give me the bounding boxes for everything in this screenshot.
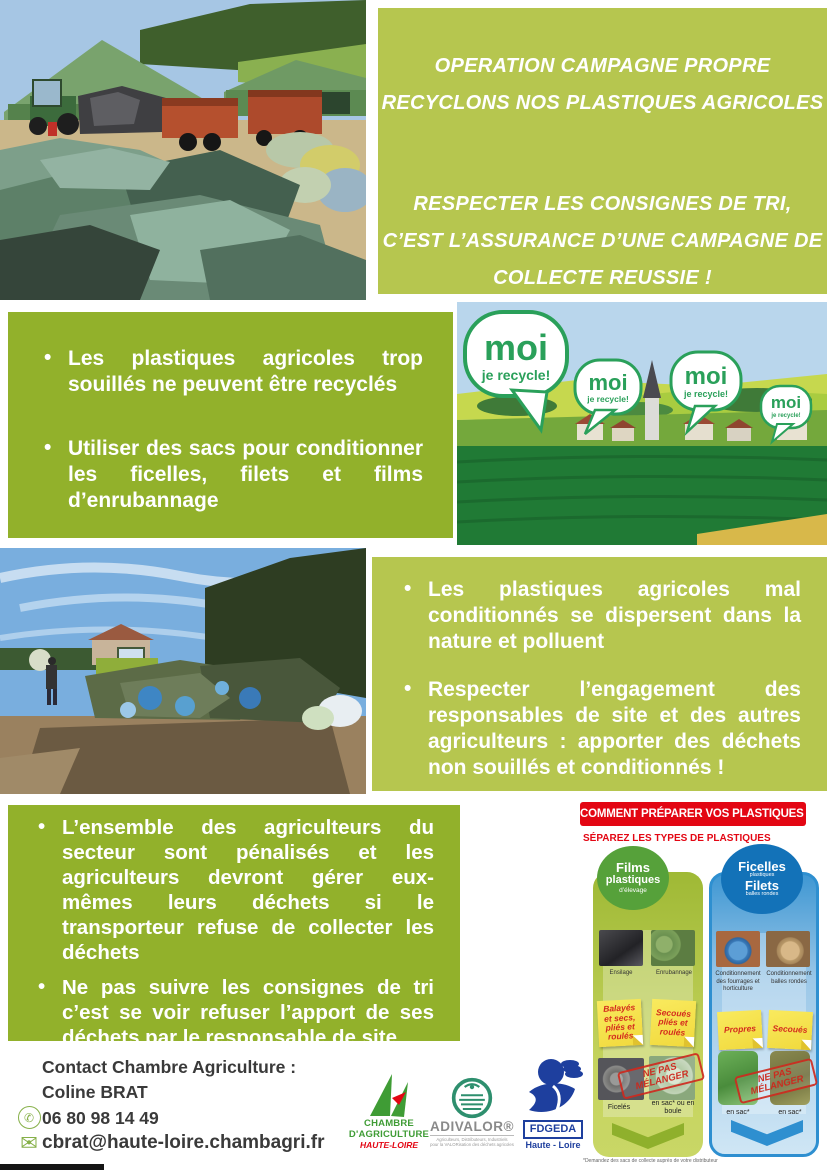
moi-bubble-word: moi (770, 393, 802, 412)
moi-bubble-phrase: je recycle! (587, 394, 629, 404)
bubble-title: Films (616, 860, 650, 876)
adivalor-mark (450, 1076, 494, 1120)
moi-bubble-word: moi (483, 327, 549, 368)
subtitle-line: COLLECTE REUSSIE ! (493, 267, 712, 289)
chambre-agriculture-mark (364, 1072, 414, 1118)
phone-icon: ✆ (18, 1106, 41, 1129)
bullet-item: • L’ensemble des agriculteurs du secteur sont pénalisés et les agriculteurs devront gérer eux-mêmes leurs déchets si le transporteur refuse de collecter les déchets (30, 815, 434, 965)
logo-text: Haute - Loire (525, 1140, 581, 1150)
stamp-ne-pas-melanger: NE PAS MÉLANGER (734, 1058, 818, 1104)
moi-bubble-phrase: je recycle! (771, 413, 801, 419)
item-label: Ficelés (607, 1104, 631, 1111)
logo-fdgeda (518, 1056, 588, 1151)
photo-farm-waste-piles (0, 548, 366, 794)
bubble-subtitle: plastiques (749, 872, 775, 879)
contact-block (16, 1056, 361, 1157)
photo-conditionnement-balles (766, 931, 810, 967)
logo-tagline: Agriculteurs, Distributeurs, Industriels (436, 1137, 508, 1142)
title-box (378, 8, 827, 294)
photo-conditionnement-fourrages (716, 931, 760, 967)
sticky-note: Balayés et secs, pliés et roulés (597, 999, 643, 1047)
item-label: en sac* (778, 1109, 802, 1116)
infographic-footnote: *Demandez des sacs de collecte auprès de votre distributeur (583, 1158, 718, 1164)
moi-bubble-phrase: je recycle! (683, 389, 729, 399)
bullet-item: • Utiliser des sacs pour conditionner les ficelles, filets et films d’enrubannage (36, 436, 423, 514)
logo-text: ADIVALOR® (430, 1119, 514, 1134)
bullet-item: • Ne pas suivre les consignes de tri c’est se voir refuser l’apport de ses déchets par le responsable de site (30, 975, 434, 1050)
moi-bubble-word: moi (684, 363, 728, 390)
infographic-column-films (593, 872, 703, 1157)
sticky-note: Propres (717, 1010, 763, 1050)
bubble-ficelles-filets (721, 844, 803, 914)
logo-text: D'AGRICULTURE (348, 1129, 430, 1140)
bubble-films-plastiques (597, 846, 669, 910)
subtitle-line: RESPECTER LES CONSIGNES DE TRI, (413, 193, 792, 215)
photo-countryside-moi-je-recycle (457, 302, 827, 545)
photo-label: Conditionnement balles rondes (766, 971, 812, 985)
bottom-bar (0, 1164, 104, 1170)
infographic-header: COMMENT PRÉPARER VOS PLASTIQUES ? (580, 802, 806, 826)
title-line: OPERATION CAMPAGNE PROPRE (434, 55, 771, 77)
bullet-item: • Respecter l’engagement des responsables de site et des autres agriculteurs : apporter des déchets non souillés et conditionnés ! (396, 677, 801, 781)
down-arrow (612, 1123, 684, 1149)
infographic-preparer-plastiques (575, 800, 827, 1168)
logo-text: FDGEDA (523, 1120, 583, 1139)
bubble-title: plastiques (605, 873, 661, 886)
infographic-subheader: SÉPAREZ LES TYPES DE PLASTIQUES (583, 833, 771, 844)
logo-tagline: pour la VALORisation des déchets agricoles (430, 1142, 514, 1147)
down-arrow (731, 1120, 803, 1146)
subtitle-line: C’EST L’ASSURANCE D’UNE CAMPAGNE DE (382, 230, 823, 252)
moi-bubble-phrase: je recycle! (481, 367, 551, 383)
photo-label: Ensilage (609, 970, 633, 976)
item-label: en sac* (726, 1109, 750, 1116)
item-label: en sac* ou en boule (651, 1100, 695, 1116)
bullet-box-dispersal (372, 557, 827, 791)
infographic-column-ficelles-filets (709, 872, 819, 1157)
contact-phone: 06 80 98 14 49 (42, 1107, 159, 1128)
logo-chambre-agriculture (348, 1072, 430, 1151)
photo-label: Enrubannage (655, 970, 693, 976)
photo-ensilage (599, 930, 643, 966)
logo-adivalor (430, 1076, 514, 1147)
contact-email: cbrat@haute-loire.chambagri.fr (42, 1132, 325, 1153)
bullet-box-soiled-plastics (8, 312, 453, 538)
bubble-title: Filets (745, 878, 779, 893)
logo-text: HAUTE-LOIRE (359, 1140, 419, 1150)
bubble-subtitle: balles rondes (745, 891, 779, 898)
email-icon: ✉ (20, 1131, 38, 1155)
moi-bubble-word: moi (588, 370, 628, 395)
photo-farm-collection-site (0, 0, 366, 300)
bullet-box-penalties (8, 805, 460, 1049)
logo-text: CHAMBRE (364, 1118, 414, 1129)
bubble-subtitle: d’élevage (619, 886, 647, 894)
sticky-note: Secoués (767, 1010, 813, 1050)
bubble-title: Ficelles (738, 859, 786, 875)
sticky-note: Secoués pliés et roulés (650, 999, 696, 1047)
bullet-item: • Les plastiques agricoles trop souillés ne peuvent être recyclés (36, 346, 423, 398)
contact-name: Coline BRAT (42, 1082, 148, 1102)
bullet-item: • Les plastiques agricoles mal conditionnés se dispersent dans la nature et polluent (396, 577, 801, 655)
title-line: RECYCLONS NOS PLASTIQUES AGRICOLES (381, 92, 824, 114)
contact-title: Contact Chambre Agriculture : (42, 1057, 297, 1077)
photo-enrubannage (651, 930, 695, 966)
photo-label: Conditionnement des fourrages et horticulture (715, 971, 761, 992)
stamp-ne-pas-melanger: NE PAS MÉLANGER (617, 1052, 705, 1099)
fdgeda-mark (523, 1056, 583, 1118)
